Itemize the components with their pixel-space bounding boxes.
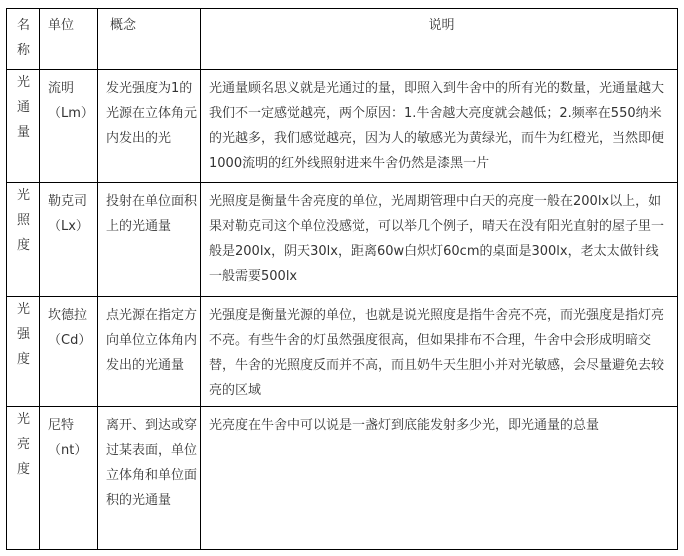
table-header-row [7, 9, 678, 70]
header-concept: 概念 [98, 9, 201, 70]
cell-name: 光照度 [7, 183, 40, 297]
cell-concept: 离开、到达或穿过某表面，单位立体角和单位面积的光通量 [98, 407, 201, 550]
table-row [7, 297, 678, 407]
table-row [7, 407, 678, 550]
cell-unit: 勒克司（Lx） [40, 183, 98, 297]
table-row [7, 183, 678, 297]
cell-description: 光通量顾名思义就是光通过的量，即照入到牛舍中的所有光的数量，光通量越大我们不一定感觉越亮，两个原因：1.牛舍越大亮度就会越低；2.频率在550纳米的光越多，我们感觉越亮，因为人的敏感光为黄绿光，而牛为红橙光，当然即便1000流明的红外线照射进来牛舍仍然是漆黑一片 [201, 70, 678, 183]
light-units-table [6, 8, 678, 550]
cell-name: 光亮度 [7, 407, 40, 550]
cell-concept: 投射在单位面积上的光通量 [98, 183, 201, 297]
cell-concept: 点光源在指定方向单位立体角内发出的光通量 [98, 297, 201, 407]
table-row [7, 70, 678, 183]
cell-description: 光强度是衡量光源的单位，也就是说光照度是指牛舍亮不亮，而光强度是指灯亮不亮。有些牛舍的灯虽然强度很高，但如果排布不合理，牛舍中会形成明暗交替，牛舍的光照度反而并不高，而且奶牛天生胆小并对光敏感，会尽量避免去较亮的区域 [201, 297, 678, 407]
header-name: 名称 [7, 9, 40, 70]
cell-description: 光亮度在牛舍中可以说是一盏灯到底能发射多少光，即光通量的总量 [201, 407, 678, 550]
cell-name: 光通量 [7, 70, 40, 183]
cell-unit: 尼特（nt） [40, 407, 98, 550]
cell-concept: 发光强度为1的光源在立体角元内发出的光 [98, 70, 201, 183]
cell-description: 光照度是衡量牛舍亮度的单位，光周期管理中白天的亮度一般在200lx以上，如果对勒克司这个单位没感觉，可以举几个例子，晴天在没有阳光直射的屋子里一般是200lx，阴天30lx，距离60w白炽灯60cm的桌面是300lx，老太太做针线一般需要500lx [201, 183, 678, 297]
cell-name: 光强度 [7, 297, 40, 407]
cell-unit: 流明（Lm） [40, 70, 98, 183]
header-unit: 单位 [40, 9, 98, 70]
cell-unit: 坎德拉（Cd） [40, 297, 98, 407]
header-description: 说明 [201, 9, 678, 70]
